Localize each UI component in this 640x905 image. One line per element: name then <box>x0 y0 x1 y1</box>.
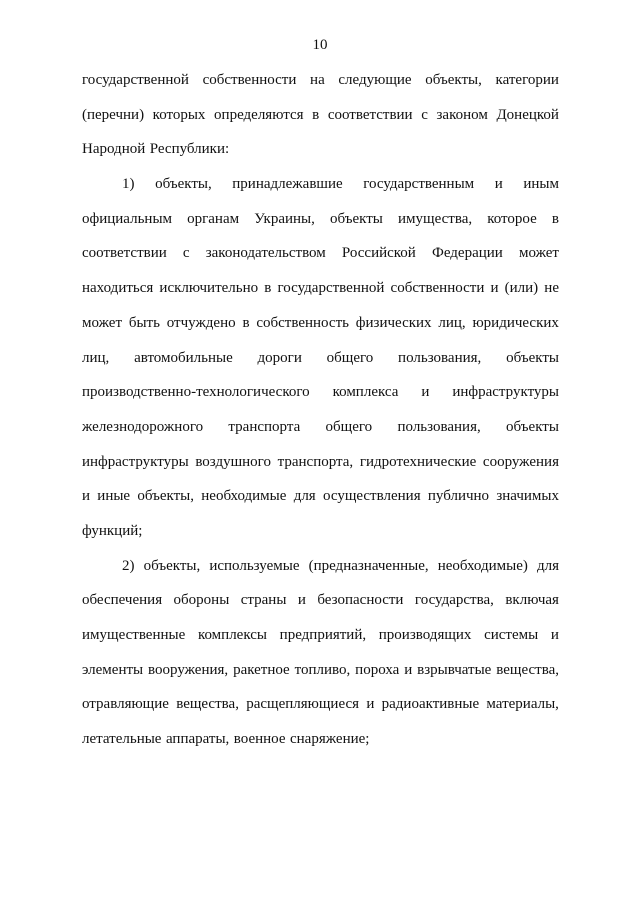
text-line: (перечни) которых определяются в соответствии с законом Донецкой <box>82 106 559 123</box>
text-line: может быть отчуждено в собственность физических лиц, юридических <box>82 314 559 331</box>
text-line: имущественные комплексы предприятий, производящих системы и <box>82 627 559 643</box>
text-line: производственно-технологического комплекса и инфраструктуры <box>82 384 559 401</box>
page-number: 10 <box>312 37 328 53</box>
text-line: инфраструктуры воздушного транспорта, гидротехнические сооружения <box>82 453 559 470</box>
text-line: официальным органам Украины, объекты имущества, которое в <box>82 210 559 227</box>
body-text <box>82 70 559 764</box>
text-line: обеспечения обороны страны и безопасности государства, включая <box>82 592 559 609</box>
paragraph <box>82 556 559 764</box>
text-line: Народной Республики: <box>82 141 230 158</box>
paragraph <box>82 174 559 556</box>
text-line: и иные объекты, необходимые для осуществления публично значимых <box>82 488 559 505</box>
text-line: железнодорожного транспорта общего пользования, объекты <box>82 418 559 435</box>
paragraph <box>82 70 559 174</box>
text-line: 2) объекты, используемые (предназначенные, необходимые) для <box>122 557 559 574</box>
text-line: государственной собственности на следующие объекты, категории <box>82 72 559 88</box>
text-line: соответствии с законодательством Российской Федерации может <box>82 245 559 262</box>
text-line: 1) объекты, принадлежавшие государственным и иным <box>122 176 559 193</box>
text-line: лиц, автомобильные дороги общего пользования, объекты <box>82 349 559 366</box>
text-line: функций; <box>82 522 143 539</box>
text-line: летательные аппараты, военное снаряжение; <box>82 731 370 748</box>
text-line: элементы вооружения, ракетное топливо, пороха и взрывчатые вещества, <box>82 661 559 678</box>
text-line: отравляющие вещества, расщепляющиеся и радиоактивные материалы, <box>82 696 559 713</box>
text-line: находиться исключительно в государственной собственности и (или) не <box>82 280 559 297</box>
